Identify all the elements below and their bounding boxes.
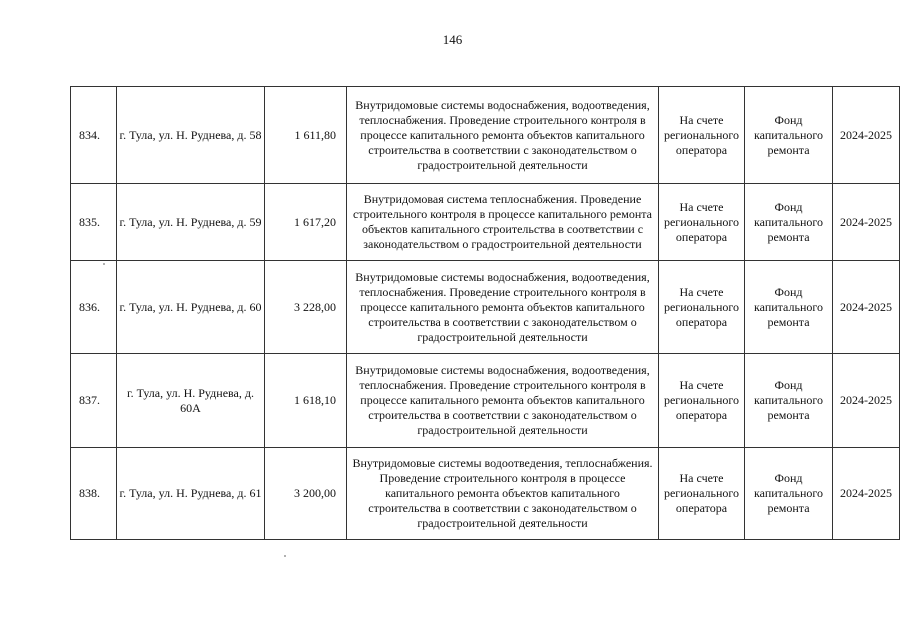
- account-cell: На счете регионального оператора: [659, 448, 745, 540]
- row-number: 835.: [71, 184, 117, 261]
- work-description-cell: Внутридомовые системы водоснабжения, водоотведения, теплоснабжения. Проведение строительного контроля в процессе капитального ремонта объектов капитального строительства в соответствии с законодательством о градостроительной деятельности: [347, 354, 659, 448]
- work-description-cell: Внутридомовые системы водоснабжения, водоотведения, теплоснабжения. Проведение строительного контроля в процессе капитального ремонта объектов капитального строительства в соответствии с законодательством о градостроительной деятельности: [347, 87, 659, 184]
- period-cell: 2024-2025: [833, 184, 900, 261]
- address-cell: г. Тула, ул. Н. Руднева, д. 61: [117, 448, 265, 540]
- table-row: [71, 448, 900, 540]
- period-cell: 2024-2025: [833, 261, 900, 354]
- row-number: 837.: [71, 354, 117, 448]
- area-cell: 3 200,00: [265, 448, 347, 540]
- work-description-cell: Внутридомовые системы водоснабжения, водоотведения, теплоснабжения. Проведение строительного контроля в процессе капитального ремонта объектов капитального строительства в соответствии с законодательством о градостроительной деятельности: [347, 261, 659, 354]
- address-cell: г. Тула, ул. Н. Руднева, д. 59: [117, 184, 265, 261]
- period-cell: 2024-2025: [833, 87, 900, 184]
- table-row: [71, 354, 900, 448]
- fund-cell: Фонд капитального ремонта: [745, 184, 833, 261]
- address-cell: г. Тула, ул. Н. Руднева, д. 58: [117, 87, 265, 184]
- period-cell: 2024-2025: [833, 448, 900, 540]
- scan-speck: [103, 263, 105, 265]
- table-row: [71, 261, 900, 354]
- table-row: [71, 184, 900, 261]
- period-cell: 2024-2025: [833, 354, 900, 448]
- scan-speck: [284, 555, 286, 557]
- area-cell: 1 611,80: [265, 87, 347, 184]
- table-row: [71, 87, 900, 184]
- fund-cell: Фонд капитального ремонта: [745, 354, 833, 448]
- row-number: 834.: [71, 87, 117, 184]
- fund-cell: Фонд капитального ремонта: [745, 448, 833, 540]
- account-cell: На счете регионального оператора: [659, 87, 745, 184]
- address-cell: г. Тула, ул. Н. Руднева, д. 60: [117, 261, 265, 354]
- work-description-cell: Внутридомовые системы водоотведения, теплоснабжения. Проведение строительного контроля в процессе капитального ремонта объектов капитального строительства в соответствии с законодательством о градостроительной деятельности: [347, 448, 659, 540]
- fund-cell: Фонд капитального ремонта: [745, 261, 833, 354]
- page-number: 146: [442, 32, 463, 47]
- area-cell: 1 617,20: [265, 184, 347, 261]
- work-description-cell: Внутридомовая система теплоснабжения. Проведение строительного контроля в процессе капитального ремонта объектов капитального строительства в соответствии с законодательством о градостроительной деятельности: [347, 184, 659, 261]
- row-number: 838.: [71, 448, 117, 540]
- area-cell: 3 228,00: [265, 261, 347, 354]
- account-cell: На счете регионального оператора: [659, 261, 745, 354]
- account-cell: На счете регионального оператора: [659, 184, 745, 261]
- repair-works-table: [70, 86, 900, 540]
- fund-cell: Фонд капитального ремонта: [745, 87, 833, 184]
- account-cell: На счете регионального оператора: [659, 354, 745, 448]
- area-cell: 1 618,10: [265, 354, 347, 448]
- address-cell: г. Тула, ул. Н. Руднева, д. 60А: [117, 354, 265, 448]
- row-number: 836.: [71, 261, 117, 354]
